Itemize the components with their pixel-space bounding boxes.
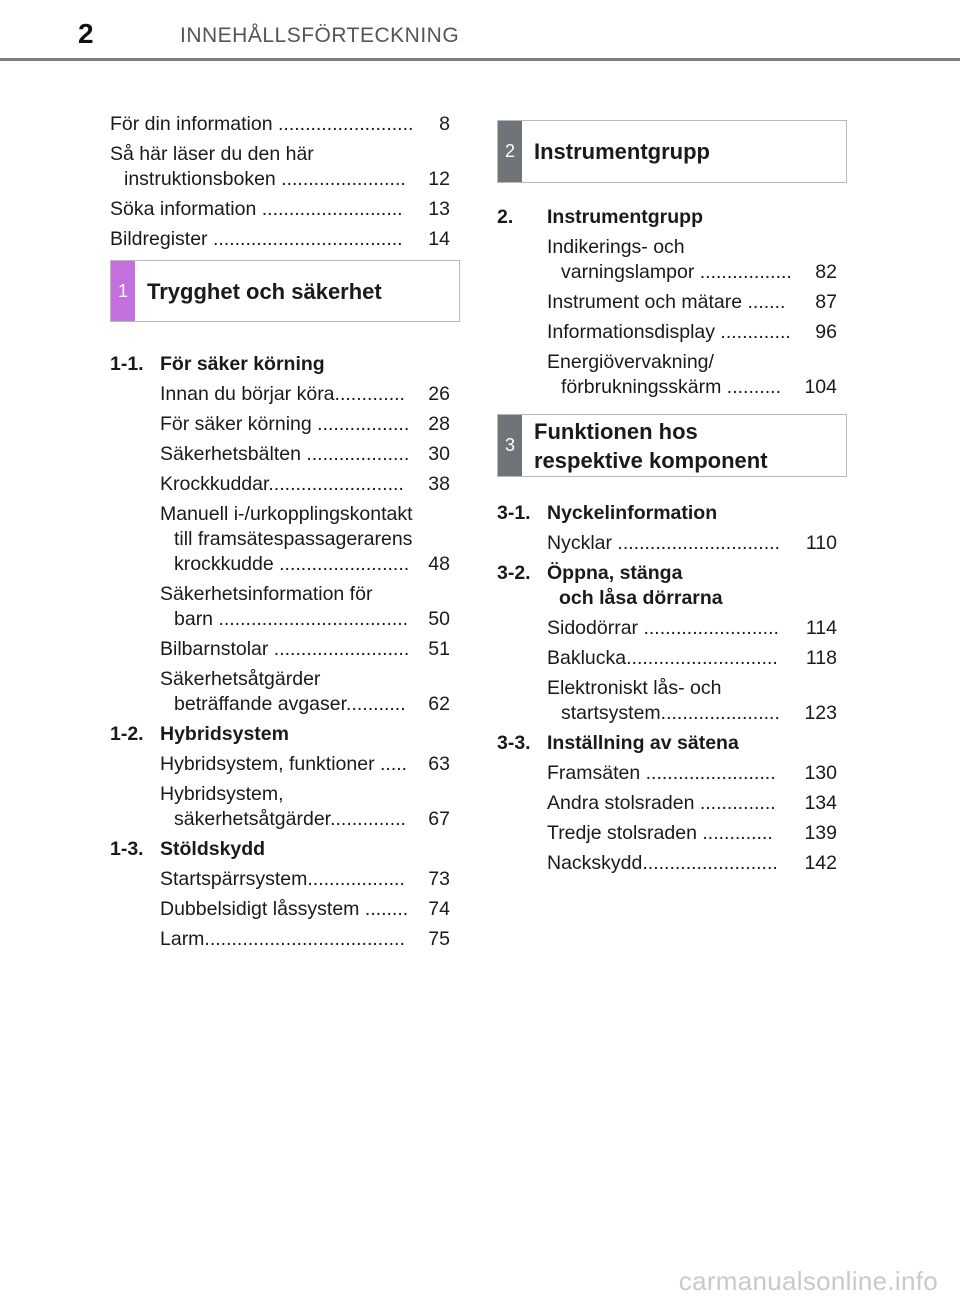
chapter-title-line: respektive komponent — [534, 447, 768, 473]
entry-page: 118 — [805, 647, 837, 669]
chapter-3-sections — [497, 501, 837, 876]
entry-page: 73 — [428, 868, 450, 890]
entry-label-line: Elektroniskt lås- och — [547, 677, 722, 699]
chapter-3-heading[interactable] — [497, 414, 847, 477]
toc-entry[interactable] — [497, 646, 837, 671]
entry-label-line: Baklucka............................ — [547, 647, 778, 669]
toc-entry[interactable] — [497, 821, 837, 846]
toc-entry[interactable] — [110, 752, 450, 777]
section-heading[interactable] — [110, 837, 450, 862]
section-title-line: För säker körning — [160, 353, 325, 375]
entry-page: 114 — [805, 617, 837, 639]
entry-page: 14 — [428, 228, 450, 250]
entry-page: 26 — [428, 383, 450, 405]
entry-label — [160, 782, 428, 832]
entry-label-line: Hybridsystem, funktioner ..... — [160, 753, 408, 775]
section-heading[interactable] — [497, 501, 837, 526]
toc-entry[interactable] — [110, 112, 450, 137]
section-number: 1-1. — [110, 353, 144, 375]
section-title — [547, 501, 717, 526]
entry-label — [160, 382, 428, 407]
entry-page: 8 — [439, 113, 450, 135]
entry-label — [547, 761, 804, 786]
entry-page: 50 — [428, 608, 450, 630]
chapter-number-tab: 3 — [498, 415, 522, 476]
entry-label-line: Startspärrsystem.................. — [160, 868, 405, 890]
toc-entry[interactable] — [110, 582, 450, 632]
entry-label-line: krockkudde ........................ — [174, 553, 410, 575]
entry-label-line: instruktionsboken ....................... — [124, 168, 406, 190]
entry-label-line: För säker körning ................. — [160, 413, 410, 435]
entry-label-line: Andra stolsraden .............. — [547, 792, 776, 814]
chapter-2-sections — [497, 205, 837, 400]
entry-label-line: till framsätespassagerarens — [174, 528, 413, 550]
entry-label — [547, 531, 806, 556]
section-title-line: Inställning av sätena — [547, 732, 739, 754]
entry-label-line: Bilbarnstolar ......................... — [160, 638, 410, 660]
entry-label-line: varningslampor ................. — [561, 261, 792, 283]
chapter-2-heading[interactable] — [497, 120, 847, 183]
entry-page: 87 — [815, 291, 837, 313]
entry-page: 67 — [428, 808, 450, 830]
toc-entry[interactable] — [110, 867, 450, 892]
entry-label-line: Larm..................................... — [160, 928, 405, 950]
toc-entry[interactable] — [110, 442, 450, 467]
header-rule — [0, 58, 960, 61]
entry-label — [547, 676, 804, 726]
chapter-number-tab: 1 — [111, 261, 135, 321]
chapter-title: Instrumentgrupp — [534, 139, 710, 164]
toc-entry[interactable] — [110, 142, 450, 192]
section-title — [547, 731, 739, 756]
entry-page: 48 — [428, 553, 450, 575]
entry-label-line: Energiövervakning/ — [547, 351, 714, 373]
intro-list — [110, 112, 450, 252]
entry-page: 75 — [428, 928, 450, 950]
section-title — [160, 722, 289, 747]
entry-label — [160, 412, 428, 437]
entry-label-line: Indikerings- och — [547, 236, 685, 258]
entry-label-line: Krockkuddar......................... — [160, 473, 404, 495]
toc-entry[interactable] — [110, 927, 450, 952]
chapter-number-tab: 2 — [498, 121, 522, 182]
toc-entry[interactable] — [497, 350, 837, 400]
section-title — [160, 837, 265, 862]
entry-label — [547, 821, 804, 846]
entry-page: 104 — [804, 376, 837, 398]
entry-label-line: Säkerhetsbälten ................... — [160, 443, 410, 465]
entry-label-line: Sidodörrar ......................... — [547, 617, 779, 639]
section-number: 1-3. — [110, 838, 144, 860]
toc-entry[interactable] — [110, 667, 450, 717]
entry-page: 30 — [428, 443, 450, 465]
entry-page: 110 — [805, 532, 837, 554]
entry-page: 74 — [428, 898, 450, 920]
chapter-1-sections — [110, 352, 450, 952]
toc-entry[interactable] — [110, 382, 450, 407]
entry-label — [547, 616, 806, 641]
entry-label — [547, 320, 815, 345]
entry-label — [547, 791, 804, 816]
toc-entry[interactable] — [497, 290, 837, 315]
entry-page: 63 — [428, 753, 450, 775]
entry-label-line: Tredje stolsraden ............. — [547, 822, 773, 844]
entry-page: 13 — [428, 198, 450, 220]
entry-label: Bildregister ................................... — [110, 228, 403, 250]
entry-label-line: Informationsdisplay ............. — [547, 321, 791, 343]
entry-label-line: Nackskydd......................... — [547, 852, 778, 874]
entry-label-line: Dubbelsidigt låssystem ........ — [160, 898, 409, 920]
right-column — [497, 112, 837, 881]
entry-label — [110, 142, 428, 192]
entry-label — [547, 290, 815, 315]
section-number: 2. — [497, 206, 514, 228]
section-title — [160, 352, 325, 377]
toc-entry[interactable] — [497, 676, 837, 726]
entry-page: 38 — [428, 473, 450, 495]
entry-page: 123 — [804, 702, 837, 724]
toc-entry[interactable] — [497, 761, 837, 786]
section-title-line: Hybridsystem — [160, 723, 289, 745]
section-heading[interactable] — [110, 352, 450, 377]
entry-label — [160, 752, 428, 777]
toc-entry[interactable] — [110, 412, 450, 437]
entry-label — [160, 582, 428, 632]
toc-entry[interactable] — [110, 897, 450, 922]
entry-label-line: Innan du börjar köra............. — [160, 383, 405, 405]
entry-label — [160, 867, 428, 892]
entry-label-line: säkerhetsåtgärder.............. — [174, 808, 406, 830]
entry-label-line: Hybridsystem, — [160, 783, 284, 805]
toc-entry[interactable] — [110, 782, 450, 832]
entry-page: 62 — [428, 693, 450, 715]
left-column — [110, 112, 450, 957]
entry-label-line: Framsäten ........................ — [547, 762, 776, 784]
entry-label-line: barn ................................... — [174, 608, 409, 630]
section-number: 3-1. — [497, 502, 531, 524]
entry-label-line: Så här läser du den här — [110, 143, 314, 165]
section-title-line: Nyckelinformation — [547, 502, 718, 524]
entry-label: Söka information .......................... — [110, 198, 403, 220]
toc-entry[interactable] — [110, 197, 450, 222]
entry-page: 130 — [804, 762, 837, 784]
section-title-line: Instrumentgrupp — [547, 206, 703, 228]
entry-label — [160, 472, 428, 497]
entry-label — [160, 667, 428, 717]
entry-label-line: Säkerhetsåtgärder — [160, 668, 321, 690]
entry-label — [547, 350, 804, 400]
section-heading[interactable] — [110, 722, 450, 747]
entry-label-line: startsystem...................... — [561, 702, 780, 724]
section-number: 1-2. — [110, 723, 144, 745]
entry-label — [160, 637, 428, 662]
toc-entry[interactable] — [497, 616, 837, 641]
section-number: 3-2. — [497, 562, 531, 584]
running-title: INNEHÅLLSFÖRTECKNING — [180, 24, 460, 47]
entry-label — [547, 851, 804, 876]
section-title-line: Stöldskydd — [160, 838, 266, 860]
entry-label-line: beträffande avgaser........... — [174, 693, 406, 715]
toc-entry[interactable] — [497, 320, 837, 345]
watermark: carmanualsonline.info — [678, 1266, 938, 1296]
entry-label-line: Manuell i-/urkopplingskontakt — [160, 503, 413, 525]
entry-label-line: förbrukningsskärm .......... — [561, 376, 781, 398]
toc-entry[interactable] — [497, 235, 837, 285]
entry-page: 142 — [804, 852, 837, 874]
entry-label — [160, 442, 428, 467]
entry-label — [160, 927, 428, 952]
toc-entry[interactable] — [497, 791, 837, 816]
chapter-title: Trygghet och säkerhet — [147, 278, 382, 304]
entry-page: 28 — [428, 413, 450, 435]
chapter-title — [522, 415, 780, 476]
chapter-1-heading[interactable] — [110, 260, 460, 322]
entry-label — [160, 897, 428, 922]
section-title-line: och låsa dörrarna — [559, 587, 723, 609]
toc-entry[interactable] — [110, 637, 450, 662]
entry-label-line: Säkerhetsinformation för — [160, 583, 373, 605]
toc-entry[interactable] — [110, 472, 450, 497]
section-title — [547, 205, 703, 230]
section-heading[interactable] — [497, 205, 837, 230]
toc-entry[interactable] — [110, 227, 450, 252]
section-heading[interactable] — [497, 561, 837, 611]
entry-page: 82 — [815, 261, 837, 283]
entry-label-line: Instrument och mätare ....... — [547, 291, 786, 313]
toc-entry[interactable] — [497, 531, 837, 556]
entry-page: 51 — [428, 638, 450, 660]
entry-page: 139 — [804, 822, 837, 844]
section-title-line: Öppna, stänga — [547, 562, 683, 584]
entry-label: För din information ......................... — [110, 113, 414, 135]
section-title — [547, 561, 723, 611]
section-heading[interactable] — [497, 731, 837, 756]
chapter-title-line: Funktionen hos — [534, 418, 698, 444]
page-number: 2 — [78, 18, 94, 49]
entry-page: 134 — [804, 792, 837, 814]
entry-label-line: Nycklar .............................. — [547, 532, 780, 554]
entry-label — [547, 235, 815, 285]
entry-label — [547, 646, 806, 671]
entry-page: 96 — [815, 321, 837, 343]
toc-entry[interactable] — [110, 502, 450, 577]
entry-label — [160, 502, 428, 577]
toc-entry[interactable] — [497, 851, 837, 876]
section-number: 3-3. — [497, 732, 531, 754]
entry-page: 12 — [428, 168, 450, 190]
